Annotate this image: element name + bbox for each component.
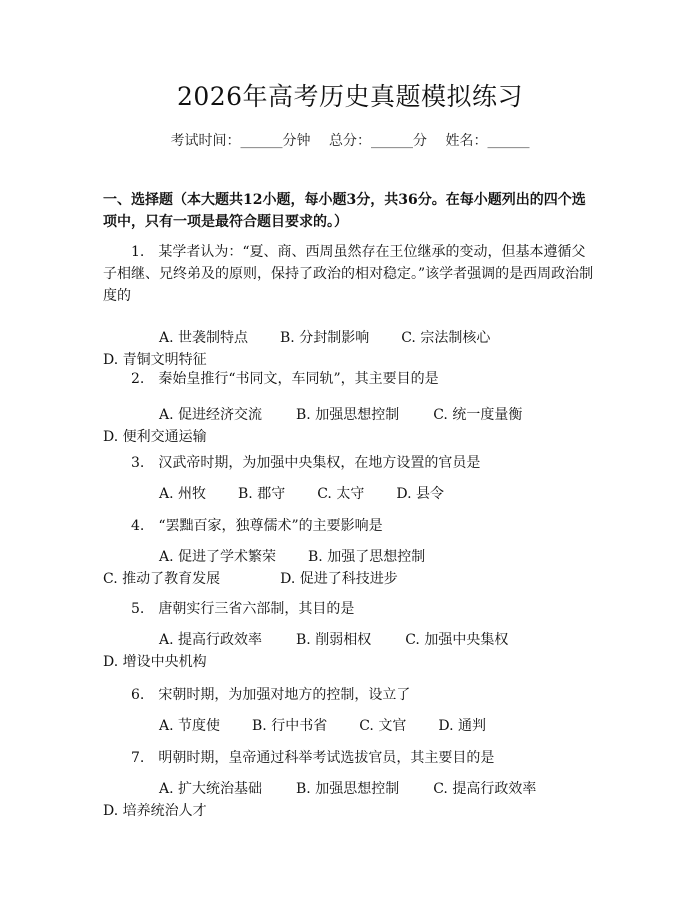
option-d: D. 县令 xyxy=(396,486,444,502)
option-d: D. 增设中央机构 xyxy=(103,654,207,670)
question-2 xyxy=(103,368,597,448)
option-c: C. 提高行政效率 xyxy=(433,781,537,797)
question-6 xyxy=(103,684,597,737)
option-a: A. 节度使 xyxy=(159,718,221,734)
total-score-field: 总分：______分 xyxy=(329,133,427,149)
question-3 xyxy=(103,452,597,505)
question-options xyxy=(103,404,597,448)
question-stem: 5. 唐朝实行三省六部制，其目的是 xyxy=(131,601,355,617)
option-d: D. 通判 xyxy=(438,718,486,734)
question-stem: 7. 明朝时期，皇帝通过科举考试选拔官员，其主要目的是 xyxy=(131,750,495,766)
question-options xyxy=(103,715,597,737)
exam-time-field: 考试时间：______分钟 xyxy=(170,133,311,149)
option-b: B. 加强思想控制 xyxy=(296,407,400,423)
exam-info-line xyxy=(0,131,700,151)
option-c: C. 推动了教育发展 xyxy=(103,571,221,587)
option-d: D. 便利交通运输 xyxy=(103,429,207,445)
option-a: A. 提高行政效率 xyxy=(159,632,263,648)
question-stem: 3. 汉武帝时期，为加强中央集权，在地方设置的官员是 xyxy=(131,455,481,471)
section-heading: 一、选择题（本大题共12小题，每小题3分，共36分。在每小题列出的四个选项中，只有一项是最符合题目要求的。） xyxy=(103,192,586,230)
option-d: D. 促进了科技进步 xyxy=(280,571,398,587)
question-options xyxy=(103,629,597,673)
question-4 xyxy=(103,515,597,590)
question-stem: 4. “罢黜百家，独尊儒术”的主要影响是 xyxy=(131,518,383,534)
question-1 xyxy=(103,241,597,371)
option-c: C. 统一度量衡 xyxy=(433,407,523,423)
question-options xyxy=(103,778,597,822)
page-title: 2026年高考历史真题模拟练习 xyxy=(176,82,524,111)
question-options xyxy=(103,327,597,371)
option-a: A. 促进经济交流 xyxy=(159,407,263,423)
student-name-field: 姓名：______ xyxy=(445,133,530,149)
question-stem: 6. 宋朝时期，为加强对地方的控制，设立了 xyxy=(131,687,411,703)
question-5 xyxy=(103,598,597,673)
question-options xyxy=(103,483,597,505)
option-c: C. 加强中央集权 xyxy=(405,632,509,648)
option-b: B. 分封制影响 xyxy=(280,330,370,346)
option-d: D. 青铜文明特征 xyxy=(103,352,207,368)
option-c: C. 太守 xyxy=(317,486,365,502)
question-stem: 2. 秦始皇推行“书同文，车同轨”，其主要目的是 xyxy=(131,371,439,387)
option-a: A. 促进了学术繁荣 xyxy=(159,549,277,565)
option-b: B. 行中书省 xyxy=(252,718,328,734)
option-b: B. 加强了思想控制 xyxy=(308,549,426,565)
option-a: A. 扩大统治基础 xyxy=(159,781,263,797)
question-7 xyxy=(103,747,597,822)
option-a: A. 世袭制特点 xyxy=(159,330,249,346)
question-stem: 1. 某学者认为：“夏、商、西周虽然存在王位继承的变动，但基本遵循父子相继、兄终弟及的原则，保持了政治的相对稳定。”该学者强调的是西周政治制度的 xyxy=(103,244,594,304)
option-c: C. 文官 xyxy=(359,718,407,734)
option-b: B. 削弱相权 xyxy=(296,632,372,648)
option-b: B. 郡守 xyxy=(238,486,286,502)
question-options xyxy=(103,546,597,590)
option-a: A. 州牧 xyxy=(159,486,207,502)
option-c: C. 宗法制核心 xyxy=(401,330,491,346)
option-d: D. 培养统治人才 xyxy=(103,803,207,819)
option-b: B. 加强思想控制 xyxy=(296,781,400,797)
